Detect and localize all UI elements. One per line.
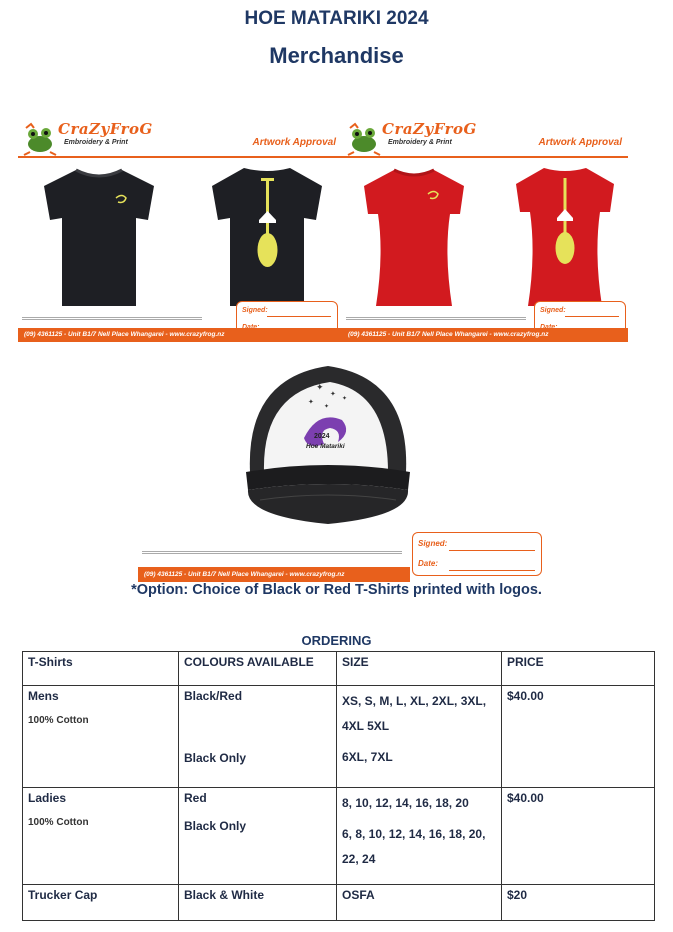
signature-box: Signed: Date:	[412, 532, 542, 576]
artwork-approval-black	[18, 118, 342, 342]
colour-option: Black & White	[184, 888, 265, 902]
page-subtitle: Merchandise	[269, 43, 404, 68]
black-tshirt-back	[204, 164, 330, 310]
colour-option: Black Only	[184, 819, 247, 833]
colour-option: Black/Red	[184, 689, 243, 703]
size-list: 8, 10, 12, 14, 16, 18, 20	[342, 796, 469, 810]
crazyfrog-logo: CraZyFroG Embroidery & Print	[346, 120, 496, 156]
ordering-table	[22, 651, 655, 921]
signature-box: Signed:	[236, 301, 338, 339]
colour-option: Black Only	[184, 751, 247, 765]
price: $20	[507, 888, 528, 902]
crazyfrog-logo: CraZyFroG Embroidery & Print	[22, 120, 172, 156]
svg-text:✦: ✦	[342, 396, 348, 402]
artwork-approval-label: Artwork Approval	[252, 137, 336, 148]
black-tshirt-front	[36, 164, 162, 310]
option-note: *Option: Choice of Black or Red T-Shirts printed with logos.	[131, 582, 542, 598]
item-name: Mens	[28, 689, 59, 703]
table-row-ladies	[23, 788, 655, 885]
size-list: 6XL, 7XL	[342, 750, 393, 764]
item-material: 100% Cotton	[28, 715, 89, 726]
frog-icon	[22, 122, 58, 156]
column-header: SIZE	[337, 652, 502, 686]
column-header: T-Shirts	[23, 652, 179, 686]
size-list: OSFA	[342, 888, 375, 902]
svg-text:✦: ✦	[324, 404, 330, 410]
size-list: 6, 8, 10, 12, 14, 16, 18, 20, 22, 24	[342, 827, 486, 866]
contact-footer: (09) 4361125 - Unit B1/7 Nell Place Whangarei - www.crazyfrog.nz	[18, 328, 342, 342]
artwork-approval-red	[342, 118, 628, 342]
signature-box: Signed:	[534, 301, 626, 339]
svg-text:✦: ✦	[308, 399, 314, 406]
svg-text:Hoe Matariki: Hoe Matariki	[306, 443, 345, 450]
price: $40.00	[507, 689, 544, 703]
svg-text:2024: 2024	[314, 433, 330, 440]
item-name: Ladies	[28, 791, 67, 805]
table-row-cap	[23, 885, 655, 921]
ordering-title: ORDERING	[301, 633, 372, 648]
column-header: PRICE	[502, 652, 655, 686]
artwork-approval-label: Artwork Approval	[538, 137, 622, 148]
red-tshirt-back	[506, 164, 624, 310]
artwork-approval-cap	[138, 360, 544, 582]
column-header: COLOURS AVAILABLE	[179, 652, 337, 686]
contact-footer: (09) 4361125 - Unit B1/7 Nell Place Whangarei - www.crazyfrog.nz	[342, 328, 628, 342]
red-tshirt-front	[352, 164, 476, 310]
svg-text:✦: ✦	[330, 391, 336, 398]
price: $40.00	[507, 791, 544, 805]
colour-option: Red	[184, 791, 207, 805]
item-material: 100% Cotton	[28, 817, 89, 828]
table-header-row	[23, 652, 655, 686]
svg-text:✦: ✦	[316, 382, 324, 392]
page-title: HOE MATARIKI 2024	[244, 8, 429, 29]
size-list: XS, S, M, L, XL, 2XL, 3XL, 4XL 5XL	[342, 694, 487, 733]
frog-icon	[346, 122, 382, 156]
item-name: Trucker Cap	[28, 888, 98, 902]
contact-footer: (09) 4361125 - Unit B1/7 Nell Place Whangarei - www.crazyfrog.nz	[138, 567, 410, 582]
table-row-mens	[23, 686, 655, 788]
trucker-cap-image	[238, 360, 418, 530]
